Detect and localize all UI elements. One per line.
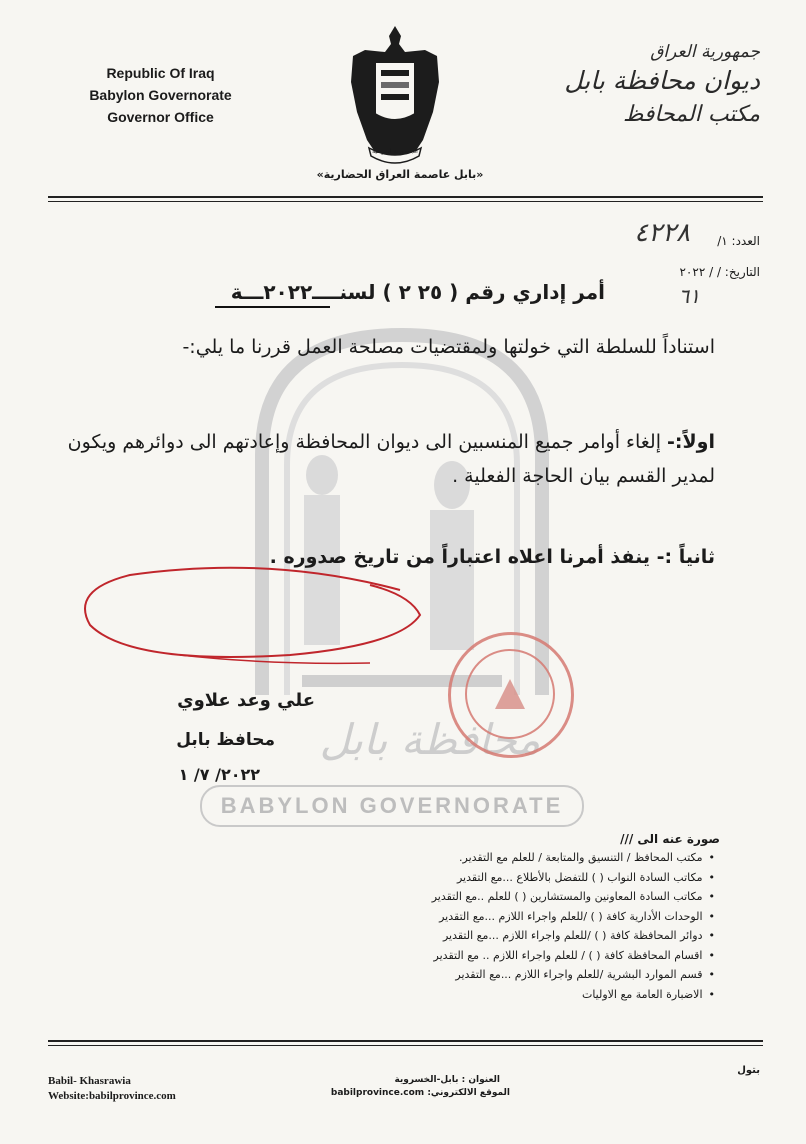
footer-address-ar: العنوان : بابل-الخسروية xyxy=(394,1075,500,1085)
footer-website-en: Website:babilprovince.com xyxy=(48,1090,176,1102)
letterhead-ar-country: جمهورية العراق xyxy=(650,42,760,62)
emblem-ribbon-text: الجمهورية العراقية xyxy=(372,148,418,155)
list-item: • الوحدات الأدارية كافة ( ) /للعلم واجراء اللازم ...مع التقدير xyxy=(360,907,715,927)
cc-list xyxy=(360,848,715,1004)
footer-divider-thin xyxy=(48,1045,763,1046)
footer-address-en: Babil- Khasrawia xyxy=(48,1075,131,1087)
governor-title: محافظ بابل xyxy=(176,730,275,750)
order-title: أمر إداري رقم ( ٢٥ ٢ ) لسنــــ٢٠٢٢ـــة xyxy=(230,280,605,304)
governorate-motto: «بابل عاصمة العراق الحضارية» xyxy=(316,168,484,181)
second-clause-text: ينفذ أمرنا اعلاه اعتباراً من تاريخ صدوره . xyxy=(269,546,650,568)
letterhead-office: Governor Office xyxy=(107,109,214,125)
letterhead-ar-governorate: ديوان محافظة بابل xyxy=(564,66,760,95)
first-clause xyxy=(55,425,715,493)
watermark-arabic-text: محافظة بابل xyxy=(319,715,541,764)
letterhead-ar-office: مكتب المحافظ xyxy=(622,102,760,127)
header-divider-thin xyxy=(48,201,763,202)
official-seal-stamp xyxy=(448,632,574,758)
cc-title: صورة عنه الى /// xyxy=(620,832,720,846)
header-divider-thick xyxy=(48,196,763,198)
list-item: • اقسام المحافظة كافة ( ) / للعلم واجراء اللازم .. مع التقدير xyxy=(360,946,715,966)
list-item: • مكاتب السادة المعاونين والمستشارين ( ) للعلم ..مع التقدير xyxy=(360,887,715,907)
handwritten-signature xyxy=(70,545,450,675)
list-item: • الاضبارة العامة مع الاوليات xyxy=(360,985,715,1005)
first-clause-text: إلغاء أوامر جميع المنسبين الى ديوان المحافظة وإعادتهم الى دوائرهم ويكون لمدير القسم بيان الحاجة الفعلية . xyxy=(67,431,715,487)
list-item: • مكاتب السادة النواب ( ) للتفضل بالأطلاع ...مع التقدير xyxy=(360,868,715,888)
typist-name: بتول xyxy=(737,1065,760,1076)
second-clause-label: ثانياً :- xyxy=(656,546,715,568)
list-item: • دوائر المحافظة كافة ( ) /للعلم واجراء اللازم ...مع التقدير xyxy=(360,926,715,946)
list-item: • قسم الموارد البشرية /للعلم واجراء اللازم ...مع التقدير xyxy=(360,965,715,985)
date-label: التاريخ: / / ٢٠٢٢ xyxy=(679,265,760,279)
watermark-english-text: BABYLON GOVERNORATE xyxy=(200,785,584,827)
arabic-letterhead xyxy=(560,40,760,132)
handwritten-date-number: ٦١ xyxy=(678,284,700,308)
governor-name: علي وعد علاوي xyxy=(177,690,315,711)
number-label: العدد: ١/ xyxy=(717,234,760,248)
first-clause-label: اولاً:- xyxy=(667,431,715,453)
letterhead-governorate: Babylon Governorate xyxy=(89,87,232,103)
iraq-eagle-emblem-icon xyxy=(345,22,445,172)
footer-website-ar: الموقع الالكتروني: babilprovince.com xyxy=(330,1088,510,1098)
list-item: • مكتب المحافظ / التنسيق والمتابعة / للعلم مع التقدير. xyxy=(360,848,715,868)
letterhead-country: Republic Of Iraq xyxy=(106,65,215,81)
title-underline xyxy=(215,306,330,308)
footer-divider-thick xyxy=(48,1040,763,1042)
signature-date: ٢٠٢٢/ ٧/ ١ xyxy=(178,765,260,784)
intro-paragraph: استناداً للسلطة التي خولتها ولمقتضيات مصلحة العمل قررنا ما يلي:- xyxy=(182,336,715,358)
handwritten-number: ٤٢٢٨ xyxy=(634,218,690,248)
english-letterhead xyxy=(78,62,243,128)
